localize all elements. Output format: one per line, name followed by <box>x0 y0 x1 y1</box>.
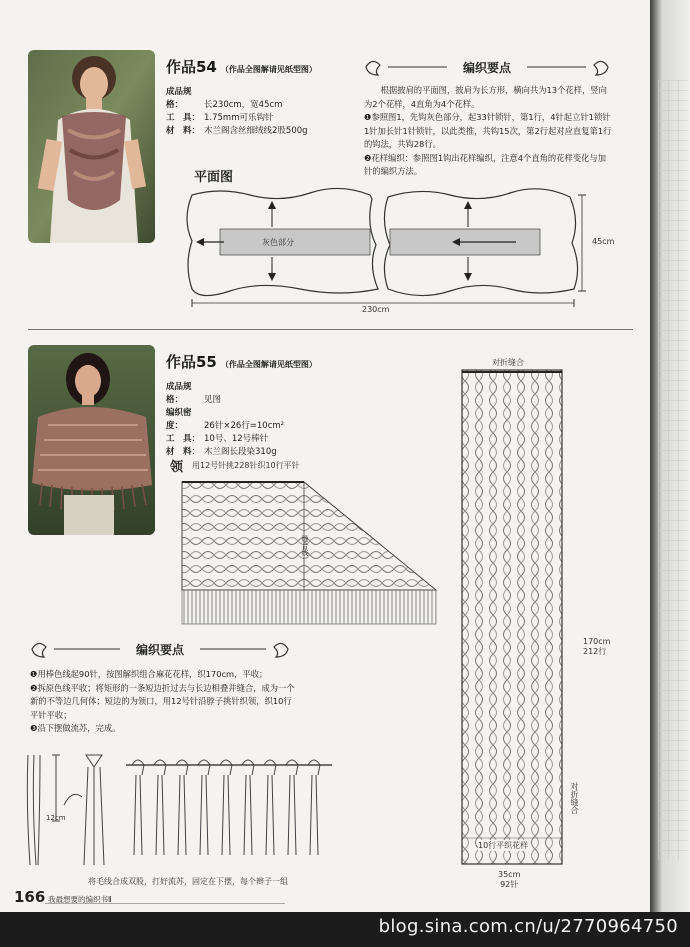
spec-key: 成品规格： <box>166 382 192 405</box>
gray-section-left <box>220 229 370 255</box>
knit-point: ❷花样编织：参照图1钩出花样编织，注意4个直角的花样变化与加针的编织方法。 <box>364 152 607 176</box>
fold-seam-top-label: 对折缝合 <box>492 358 524 367</box>
item55-knit-title: 编织要点 <box>135 643 184 657</box>
panel-bottom-note: 10行平织花样 <box>478 841 529 850</box>
spec-row <box>166 407 284 433</box>
arrow-up-icon <box>464 201 472 209</box>
knit-point: ❸沿下摆做流苏，完成。 <box>30 723 121 733</box>
spec-key: 工 具： <box>166 434 201 444</box>
item54-title-text: 作品54 <box>166 58 217 76</box>
collar-note: 用12号针挑228针织10行平针 <box>192 461 300 470</box>
gray-section-label: 灰色部分 <box>262 238 294 247</box>
arrow-left-icon <box>196 238 204 246</box>
knit-point: ❷拆原色线平收；将矩形的一条短边折过去与长边相叠并缝合，成为一个新的不等边几何体；短边的为领口，用12号针沿脖子挑针织领，织10行平针平收； <box>30 682 295 720</box>
panel-width-stitches: 92针 <box>500 880 519 889</box>
item54-subtitle: （作品全图解请见纸型图） <box>220 65 317 74</box>
panel-length-label <box>583 637 610 657</box>
item55-specs <box>166 381 284 459</box>
long-panel-diagram <box>458 368 566 868</box>
item54-specs <box>166 86 308 138</box>
item54-plan-diagram <box>180 185 610 315</box>
grid-pattern <box>658 80 688 860</box>
height-dimension-label: 45cm <box>592 237 615 246</box>
spec-row <box>166 125 308 138</box>
knit-point: 根据披肩的平面图，披肩为长方形，横向共为13个花样，竖向为2个花样，4直角为4个花样。 <box>364 85 607 109</box>
item54-knit-title: 编织要点 <box>462 61 511 75</box>
spec-key: 编织密度： <box>166 408 192 431</box>
item54-knit-banner <box>362 56 612 78</box>
width-dimension-label: 230cm <box>362 305 390 314</box>
item54-title <box>166 56 317 77</box>
item54-photo <box>28 50 155 243</box>
item55-knit-banner <box>28 638 292 660</box>
fringe-length-label: 12cm <box>46 814 66 822</box>
panel-width-cm: 35cm <box>498 870 521 879</box>
spec-value: 木兰阁含丝细绒线2股500g <box>204 126 308 136</box>
spec-row <box>166 112 308 125</box>
panel-length-rows: 212行 <box>583 647 607 656</box>
panel-width-label <box>498 870 520 890</box>
spec-value: 见图 <box>204 395 222 405</box>
spec-key: 材 料： <box>166 447 201 457</box>
collar-diagram <box>178 478 442 628</box>
item54-knit-points <box>364 84 614 179</box>
knit-point: ❶参照图1，先钩灰色部分，起33针锁针，第1行，4针起立针1锁针1针加长针1针锁针，以此类推，共钩15次，第2行起对应直复第1行的钩法，共钩28行。 <box>364 112 612 149</box>
watermark-text: blog.sina.com.cn/u/2770964750 <box>378 916 678 937</box>
book-title: 我最想要的编织书Ⅱ <box>48 895 112 904</box>
collar-title: 领 <box>170 460 184 475</box>
item55-photo <box>28 345 155 535</box>
knit-point: ❶用棒色线起90针，按图解织组合麻花花样，织170cm，平收； <box>30 669 268 679</box>
item55-title <box>166 351 317 372</box>
model-photo-54-image <box>28 50 155 243</box>
spec-row <box>166 86 308 112</box>
page-number: 166 <box>14 888 46 906</box>
spec-row <box>166 433 284 446</box>
spec-key: 工 具： <box>166 113 201 123</box>
arrow-down-icon <box>268 273 276 281</box>
panel-length-cm: 170cm <box>583 637 611 646</box>
model-photo-55-image <box>28 345 155 535</box>
arrow-down-icon <box>464 273 472 281</box>
fold-seam-side-label: 对折缝合 <box>570 782 579 814</box>
seam-label: 缝合线 <box>301 535 309 556</box>
spec-value: 1.75mm可乐钩针 <box>204 113 274 123</box>
section-divider <box>28 329 633 330</box>
spec-key: 成品规格： <box>166 87 192 110</box>
fringe-caption: 将毛线合成双股，打好流苏，固定在下摆，每个辫子一组 <box>88 877 288 886</box>
adjacent-page-edge <box>650 0 690 947</box>
item55-knit-points <box>30 668 300 736</box>
item55-subtitle: （作品全图解请见纸型图） <box>220 360 317 369</box>
spec-value: 26针×26行=10cm² <box>204 421 285 431</box>
spec-value: 10号、12号棒针 <box>204 434 269 444</box>
spec-row <box>166 446 284 459</box>
arrow-up-icon <box>268 201 276 209</box>
spec-value: 木兰阁长段染310g <box>204 447 277 457</box>
spec-row <box>166 381 284 407</box>
item55-title-text: 作品55 <box>166 353 217 371</box>
spec-key: 材 料： <box>166 126 201 136</box>
fringe-diagram <box>22 745 342 870</box>
spec-value: 长230cm，宽45cm <box>204 100 283 110</box>
item54-plan-title: 平面图 <box>194 170 234 185</box>
